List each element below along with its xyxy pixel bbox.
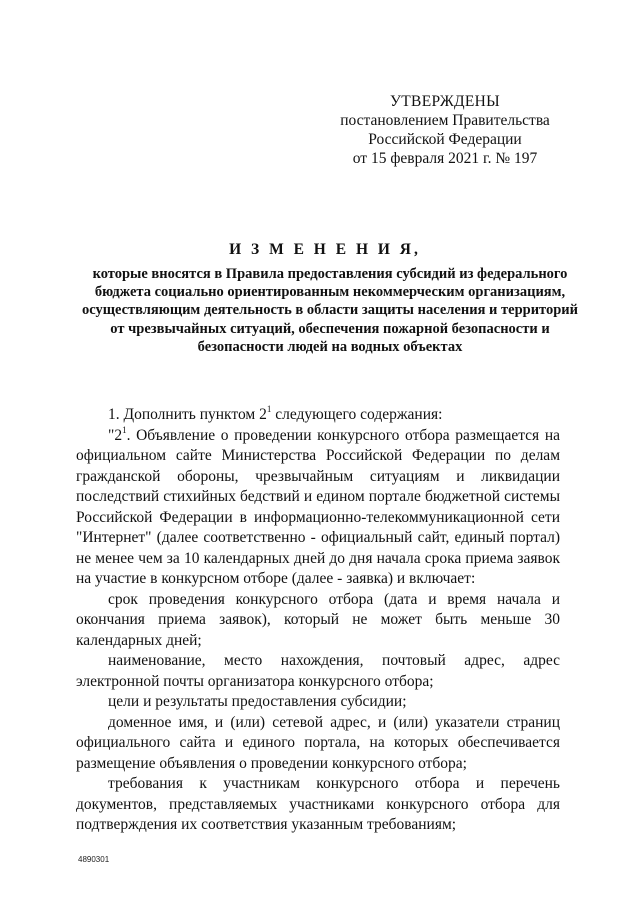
paragraph-6: доменное имя, и (или) сетевой адрес, и (или) указатели страниц официального сайта и единого портала, на которых обеспечивается размещение объявления о проведении конкурсного отбора; (76, 713, 560, 772)
approval-stamp (330, 92, 560, 168)
approval-line-2: Российской Федерации (368, 131, 522, 148)
paragraph-7: требования к участникам конкурсного отбора и перечень документов, представляемых участниками конкурсного отбора для подтверждения их соответствия указанным требованиям; (76, 775, 560, 833)
superscript: 1 (122, 424, 127, 435)
paragraph-5: цели и результаты предоставления субсидии; (108, 693, 407, 710)
document-body (76, 405, 560, 836)
paragraph-3: срок проведения конкурсного отбора (дата и время начала и окончания приема заявок), который не может быть меньше 30 календарных дней; (76, 590, 560, 649)
approval-line-3: от 15 февраля 2021 г. № 197 (352, 150, 538, 167)
paragraph-1: 1. Дополнить пунктом $2^1$ следующего содержания: (108, 404, 443, 423)
document-code: 4890301 (78, 855, 110, 864)
paragraph-4: наименование, место нахождения, почтовый адрес, адрес электронной почты организатора конкурсного отбора; (76, 652, 560, 690)
superscript: 1 (266, 404, 272, 414)
document-subtitle: которые вносятся в Правила предоставления субсидий из федерального бюджета социально ориентированным некоммерческим организациям, осуществляющим деятельность в области защиты населения и территорий от чрезвычайных ситуаций, обеспечения пожарной безопасности и безопасности людей на водных объектах (81, 266, 579, 355)
paragraph-2: "$2^1$. Объявление о проведении конкурсного отбора размещается на официальном сайте Министерства Российской Федерации по делам гражданской обороны, чрезвычайным ситуациям и ликвидации последствий стихийных бедствий и едином портале бюджетной системы Российской Федерации в информационно-телекоммуникационной сети "Интернет" (далее соответственно - официальный сайт, единый портал) не менее чем за 10 календарных дней до дня начала срока приема заявок на участие в конкурсном отборе (далее - заявка) и включает: (76, 424, 560, 587)
approval-title: УТВЕРЖДЕНЫ (390, 93, 500, 110)
document-title: И З М Е Н Е Н И Я, (229, 241, 421, 258)
approval-line-1: постановлением Правительства (340, 112, 550, 129)
